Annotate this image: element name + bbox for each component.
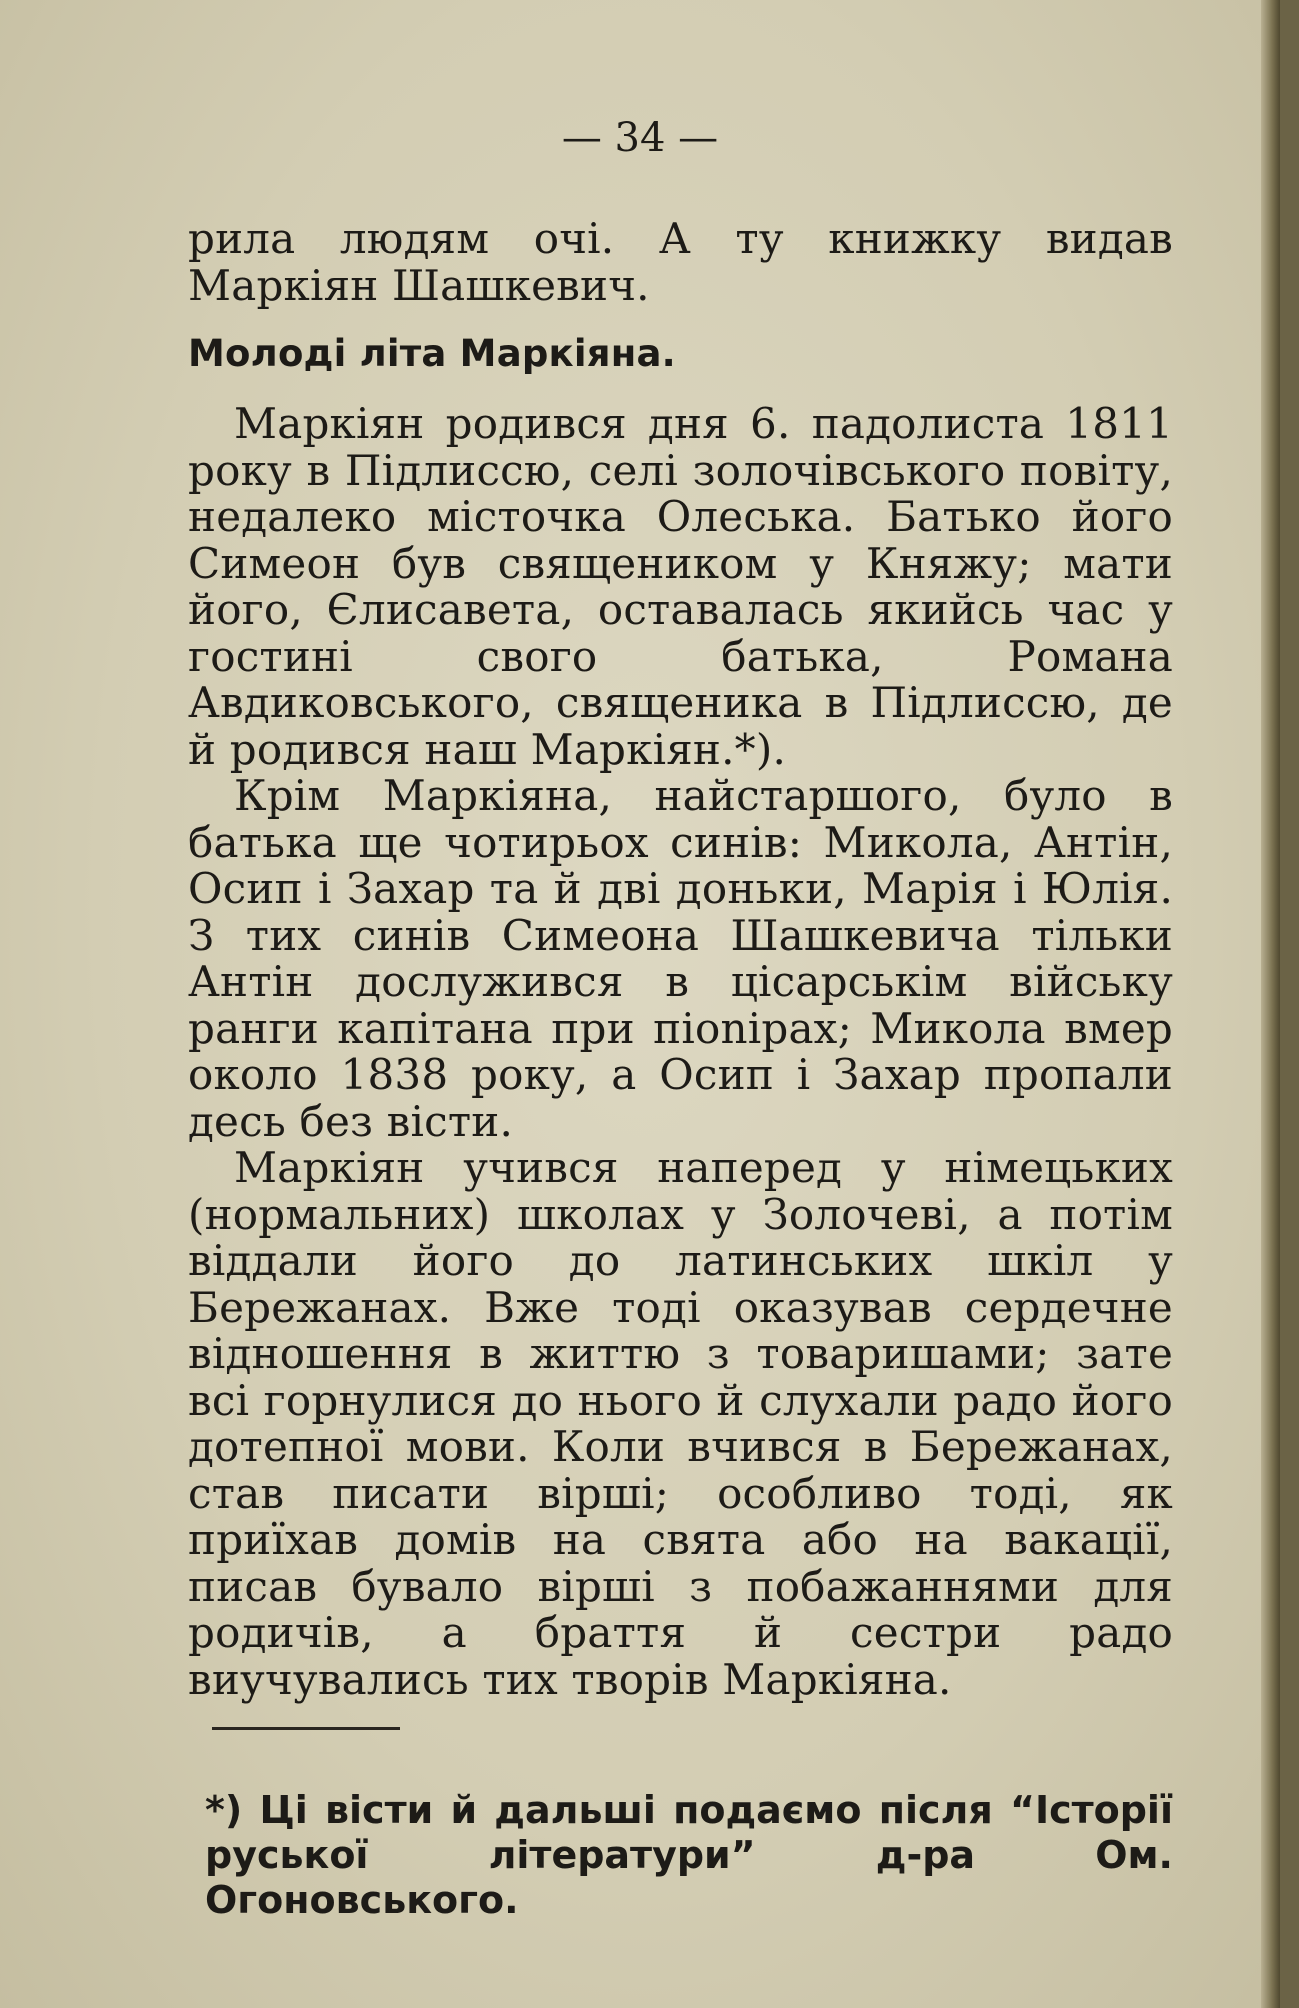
page-number: — 34 — (561, 115, 719, 161)
body-text (188, 216, 1173, 1703)
section-heading: Молоді літа Маркіяна. (188, 332, 676, 375)
paragraph-schooling: Маркіян учився наперед у німецьких (нормальних) школах у Золочеві, а потім віддали його до латинських шкіл у Бережанах. Вже тоді оказував сердечне відношення в життю з товаришами; зате всі горнулися до нього й слухали радо його дотепної мови. Коли вчився в Бережанах, став писати вірші; особливо тоді, як приїхав домів на свята або на вакації, писав бувало вірші з побажаннями для родичів, а браття й сестри радо виучувались тих творів Маркіяна. (188, 1143, 1173, 1704)
paragraph-birth: Маркіян родився дня 6. падолиста 1811 року в Підлиссю, селі золочівського повіту, недалеко місточка Олеська. Батько його Симеон був священиком у Княжу; мати його, Єлисавета, оставалась якийсь час у гостині свого батька, Романа Авдиковського, священика в Підлиссю, де й родився наш Маркіян.*). (188, 399, 1173, 774)
footnote: *) Ці вісти й дальші подаємо після “Історії руської літератури” д-ра Ом. Огоновського. (205, 1788, 1173, 1922)
footnote-divider (212, 1727, 400, 1730)
paragraph-intro: рила людям очі. А ту книжку видав Маркіян Шашкевич. (188, 214, 1173, 310)
paragraph-siblings: Крім Маркіяна, найстаршого, було в батька ще чотирьох синів: Микола, Антін, Осип і Захар та й дві доньки, Марія і Юлія. З тих синів Симеона Шашкевича тільки Антін дослужився в цісарськім війську ранги капітана при пionірах; Микола вмер около 1838 року, а Осип і Захар пропали десь без вісти. (188, 771, 1173, 1146)
page-edge (1261, 0, 1280, 2008)
